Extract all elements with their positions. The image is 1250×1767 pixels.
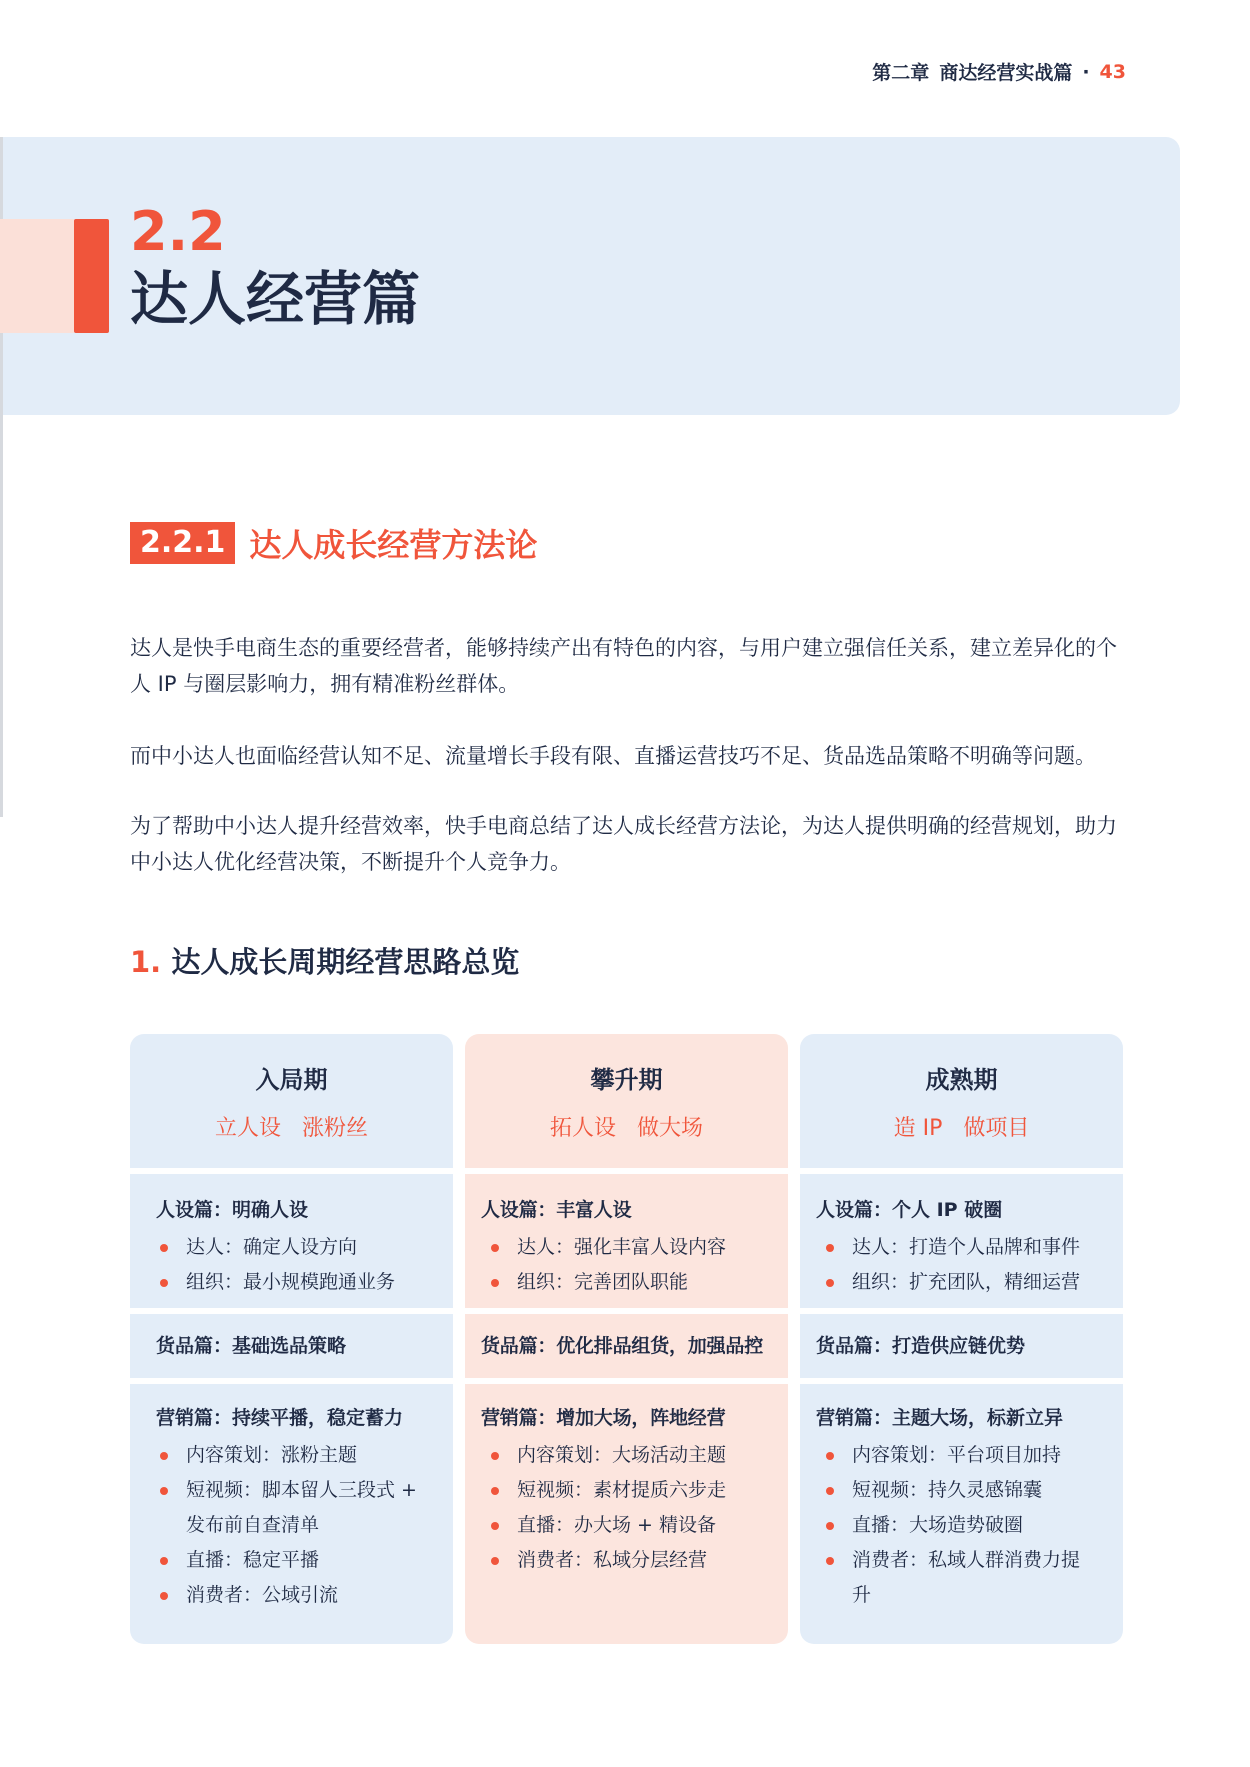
subheading-number: 1. bbox=[130, 945, 162, 979]
list-item: 消费者：公域引流 bbox=[156, 1578, 427, 1613]
stage-motto: 造 IP 做项目 bbox=[893, 1116, 1030, 1141]
marketing-title: 营销篇：增加大场，阵地经营 bbox=[481, 1407, 726, 1429]
chapter-section-label: 商达经营实战篇 bbox=[939, 62, 1073, 84]
chapter-label: 第二章 bbox=[872, 62, 930, 84]
header-separator: · bbox=[1082, 60, 1090, 83]
persona-title: 人设篇：个人 IP 破圈 bbox=[816, 1199, 1003, 1221]
list-item: 直播：稳定平播 bbox=[156, 1543, 427, 1578]
marketing-list bbox=[156, 1438, 427, 1613]
marketing-list bbox=[826, 1438, 1097, 1613]
goods-cell bbox=[130, 1314, 453, 1378]
stage-motto: 拓人设 做大场 bbox=[550, 1116, 703, 1141]
stage-header bbox=[130, 1034, 453, 1168]
list-item: 短视频：脚本留人三段式 + 发布前自查清单 bbox=[156, 1473, 427, 1543]
stage-header bbox=[800, 1034, 1123, 1168]
stage-name: 入局期 bbox=[255, 1066, 328, 1094]
stage-column-growth bbox=[465, 1034, 788, 1644]
list-item: 组织：扩充团队，精细运营 bbox=[822, 1265, 1097, 1300]
marketing-cell bbox=[465, 1384, 788, 1644]
list-item: 直播：大场造势破圈 bbox=[822, 1508, 1097, 1543]
stage-header bbox=[465, 1034, 788, 1168]
persona-cell bbox=[800, 1174, 1123, 1308]
banner-section-number: 2.2 bbox=[130, 200, 226, 263]
body-paragraph: 达人是快手电商生态的重要经营者，能够持续产出有特色的内容，与用户建立强信任关系，建立差异化的个人 IP 与圈层影响力，拥有精准粉丝群体。 bbox=[130, 636, 1117, 696]
running-header bbox=[872, 58, 1126, 85]
goods-title: 货品篇：优化排品组货，加强品控 bbox=[481, 1335, 764, 1357]
list-item: 消费者：私域分层经营 bbox=[487, 1543, 762, 1578]
persona-list bbox=[826, 1230, 1097, 1300]
stage-overview-table bbox=[130, 1034, 1124, 1644]
persona-list bbox=[491, 1230, 762, 1300]
stage-name: 成熟期 bbox=[925, 1066, 998, 1094]
list-item: 直播：办大场 + 精设备 bbox=[487, 1508, 762, 1543]
marketing-title: 营销篇：主题大场，标新立异 bbox=[816, 1407, 1064, 1429]
persona-cell bbox=[130, 1174, 453, 1308]
list-item: 内容策划：涨粉主题 bbox=[156, 1438, 427, 1473]
persona-cell bbox=[465, 1174, 788, 1308]
marketing-cell bbox=[800, 1384, 1123, 1644]
marketing-cell bbox=[130, 1384, 453, 1644]
list-item: 短视频：素材提质六步走 bbox=[487, 1473, 762, 1508]
goods-cell bbox=[800, 1314, 1123, 1378]
banner-title: 达人经营篇 bbox=[130, 265, 421, 333]
list-item: 达人：确定人设方向 bbox=[156, 1230, 427, 1265]
list-item: 短视频：持久灵感锦囊 bbox=[822, 1473, 1097, 1508]
list-item: 组织：完善团队职能 bbox=[487, 1265, 762, 1300]
list-item: 消费者：私域人群消费力提升 bbox=[822, 1543, 1097, 1613]
persona-title: 人设篇：丰富人设 bbox=[481, 1199, 632, 1221]
stage-column-entry bbox=[130, 1034, 453, 1644]
list-item: 内容策划：平台项目加持 bbox=[822, 1438, 1097, 1473]
section-number-badge: 2.2.1 bbox=[130, 522, 235, 564]
page-number: 43 bbox=[1099, 60, 1126, 83]
stage-name: 攀升期 bbox=[590, 1066, 663, 1094]
body-paragraph: 而中小达人也面临经营认知不足、流量增长手段有限、直播运营技巧不足、货品选品策略不明确等问题。 bbox=[130, 744, 1096, 768]
marketing-title: 营销篇：持续平播，稳定蓄力 bbox=[156, 1407, 404, 1429]
list-item: 达人：打造个人品牌和事件 bbox=[822, 1230, 1097, 1265]
persona-title: 人设篇：明确人设 bbox=[156, 1199, 309, 1221]
subheading-title: 达人成长周期经营思路总览 bbox=[171, 945, 520, 979]
list-item: 达人：强化丰富人设内容 bbox=[487, 1230, 762, 1265]
marketing-list bbox=[491, 1438, 762, 1578]
persona-list bbox=[156, 1230, 427, 1300]
section-title: 达人成长经营方法论 bbox=[249, 526, 538, 564]
stage-motto: 立人设 涨粉丝 bbox=[215, 1116, 368, 1141]
banner-accent-bar bbox=[74, 219, 109, 333]
list-item: 组织：最小规模跑通业务 bbox=[156, 1265, 427, 1300]
section-heading bbox=[130, 520, 537, 566]
subheading bbox=[130, 940, 519, 981]
stage-column-mature bbox=[800, 1034, 1123, 1644]
list-item: 内容策划：大场活动主题 bbox=[487, 1438, 762, 1473]
goods-cell bbox=[465, 1314, 788, 1378]
goods-title: 货品篇：基础选品策略 bbox=[156, 1335, 347, 1357]
body-paragraph: 为了帮助中小达人提升经营效率，快手电商总结了达人成长经营方法论，为达人提供明确的经营规划，助力中小达人优化经营决策，不断提升个人竞争力。 bbox=[130, 814, 1117, 874]
goods-title: 货品篇：打造供应链优势 bbox=[816, 1335, 1026, 1357]
banner-accent-pink bbox=[0, 219, 74, 333]
